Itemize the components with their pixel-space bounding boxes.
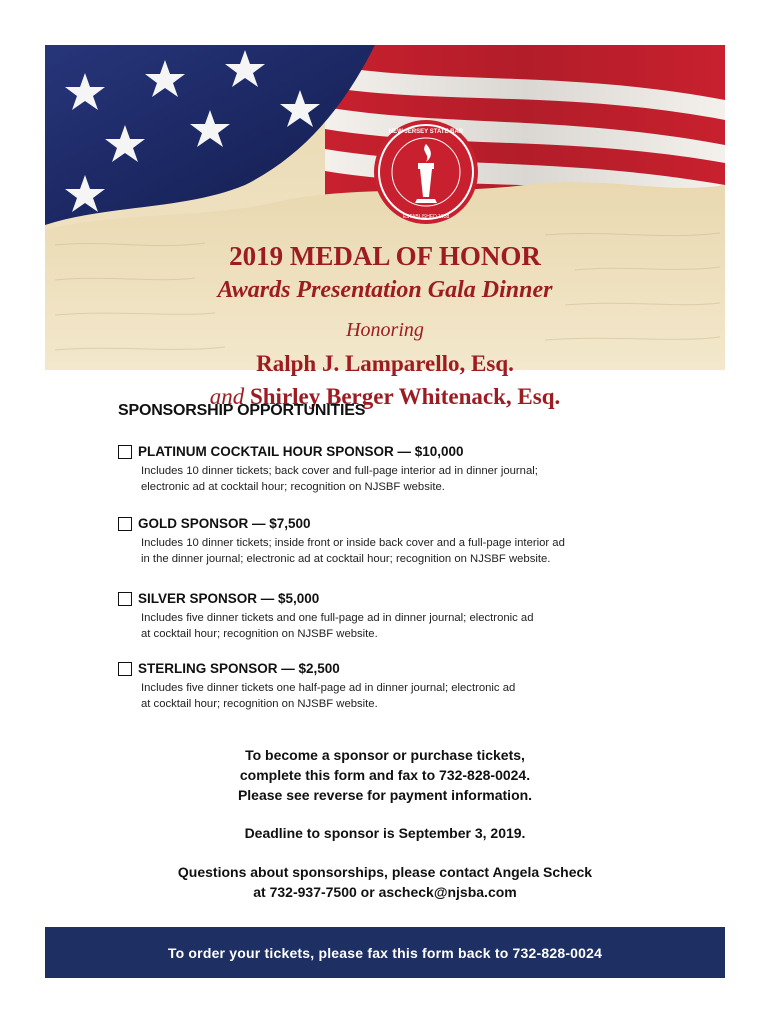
contact-info — [0, 862, 770, 902]
section-heading: SPONSORSHIP OPPORTUNITIES — [118, 402, 366, 419]
platinum-checkbox[interactable] — [118, 445, 132, 459]
svg-text:ESTABLISHED 1958: ESTABLISHED 1958 — [402, 214, 450, 220]
tier-desc-line: Includes 10 dinner tickets; back cover and full-page interior ad in dinner journal; — [141, 465, 538, 477]
tier-desc-line: Includes 10 dinner tickets; inside front or inside back cover and a full-page interior ad — [141, 537, 565, 549]
tier-label: STERLING SPONSOR — $2,500 — [138, 661, 340, 676]
footer-text: To order your tickets, please fax this form back to 732-828-0024 — [167, 944, 603, 961]
foundation-seal-logo — [373, 119, 479, 225]
svg-text:NEW JERSEY STATE BAR: NEW JERSEY STATE BAR — [388, 129, 464, 135]
sterling-checkbox[interactable] — [118, 662, 132, 676]
tier-desc-line: in the dinner journal; electronic ad at cocktail hour; recognition on NJSBF website. — [141, 553, 551, 565]
tier-gold — [118, 516, 638, 567]
tier-desc-line: at cocktail hour; recognition on NJSBF website. — [141, 698, 378, 710]
tier-desc-line: electronic ad at cocktail hour; recognition on NJSBF website. — [141, 481, 445, 493]
tier-desc-line: at cocktail hour; recognition on NJSBF website. — [141, 628, 378, 640]
tier-sterling — [118, 661, 638, 712]
contact-line: Questions about sponsorships, please contact Angela Scheck — [177, 864, 593, 880]
gold-checkbox[interactable] — [118, 517, 132, 531]
tier-description — [141, 463, 638, 495]
contact-line: at 732-937-7500 or ascheck@njsba.com — [253, 884, 517, 900]
tier-platinum — [118, 444, 638, 495]
tier-label: GOLD SPONSOR — $7,500 — [138, 516, 311, 531]
instruction-line: Please see reverse for payment information. — [237, 787, 533, 803]
instruction-line: complete this form and fax to 732-828-0024. — [239, 767, 531, 783]
header-banner — [45, 45, 725, 409]
silver-checkbox[interactable] — [118, 592, 132, 606]
tier-description — [141, 680, 638, 712]
tier-desc-line: Includes five dinner tickets and one full-page ad in dinner journal; electronic ad — [141, 612, 534, 624]
tier-desc-line: Includes five dinner tickets one half-page ad in dinner journal; electronic ad — [141, 682, 516, 694]
and-word: and — [209, 384, 245, 409]
deadline-text: Deadline to sponsor is September 3, 2019. — [244, 825, 526, 841]
tier-label: SILVER SPONSOR — $5,000 — [138, 591, 320, 606]
tier-description — [141, 610, 638, 642]
tier-silver — [118, 591, 638, 642]
instruction-line: To become a sponsor or purchase tickets, — [245, 747, 525, 763]
tier-description — [141, 535, 638, 567]
event-title: 2019 MEDAL OF HONOR — [229, 241, 541, 271]
honoree-2: Shirley Berger Whitenack, Esq. — [249, 384, 561, 409]
honoring-label: Honoring — [346, 319, 424, 341]
footer-banner — [45, 927, 725, 978]
honoree-1: Ralph J. Lamparello, Esq. — [256, 351, 514, 376]
tier-label: PLATINUM COCKTAIL HOUR SPONSOR — $10,000 — [138, 444, 464, 459]
event-subtitle: Awards Presentation Gala Dinner — [217, 277, 553, 303]
purchase-instructions — [0, 745, 770, 805]
